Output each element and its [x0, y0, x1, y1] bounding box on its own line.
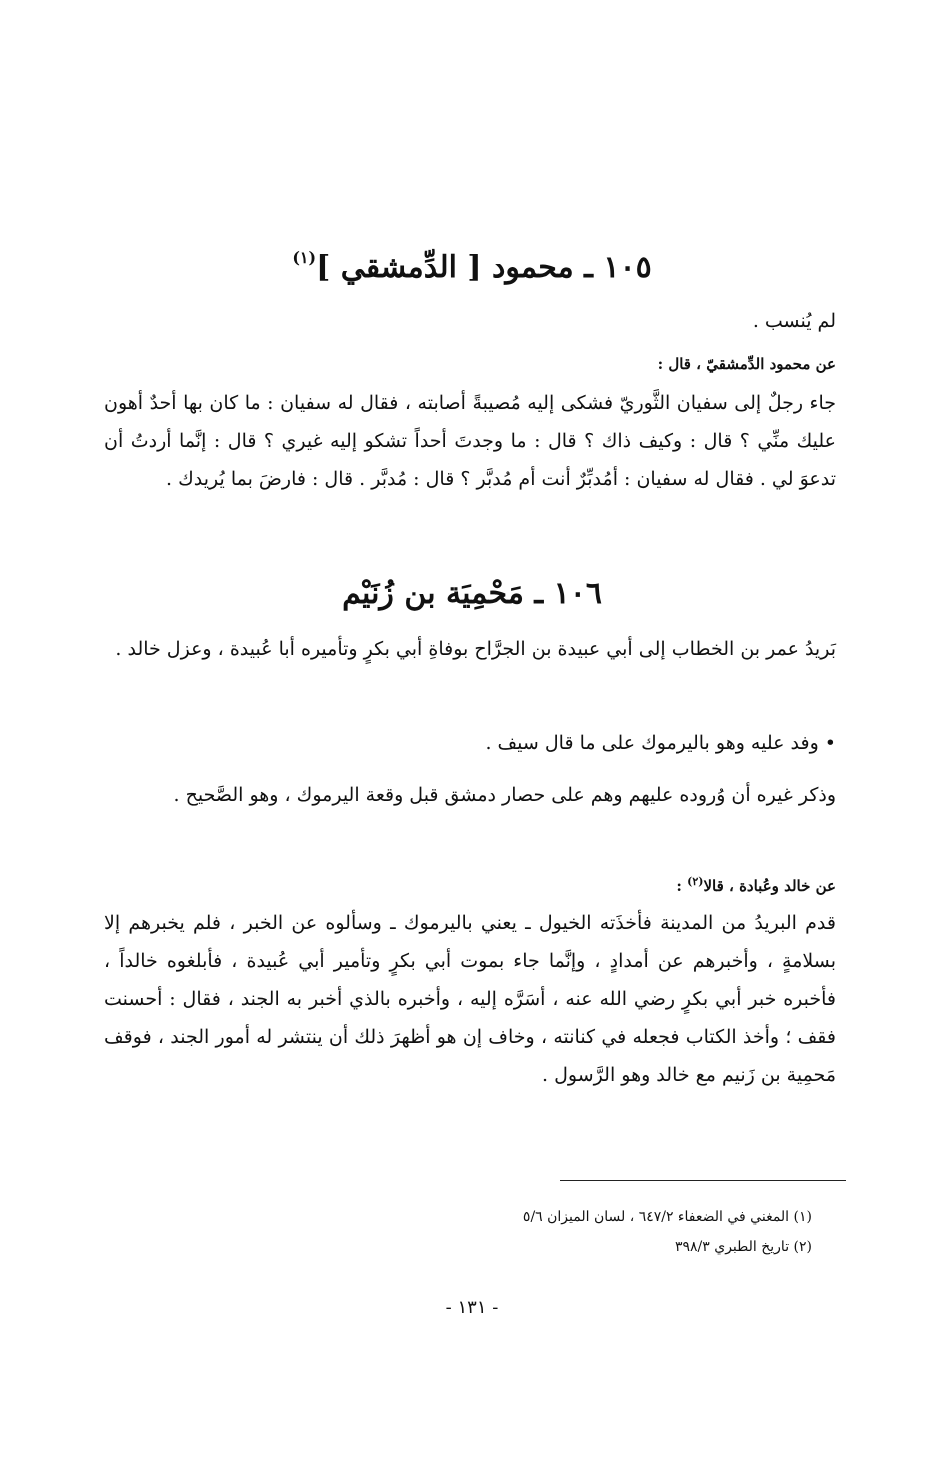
entry-106-narrator	[104, 870, 836, 898]
entry-105-lineage: لم يُنسب .	[752, 310, 836, 332]
entry-106-intro: بَريدُ عمر بن الخطاب إلى أبي عبيدة بن الجرَّاح بوفاةِ أبي بكرٍ وتأميره أبا عُبيدة ، وعزل خالد .	[115, 638, 836, 660]
entry-106-narrator-text: عن خالد وعُبادة ، قالا	[703, 877, 836, 895]
entry-106-body: قدم البريدُ من المدينة فأخذَته الخيول ـ يعني باليرموك ـ وسألوه عن الخبر ، فلم يخبرهم إلا بسلامةٍ ، وأخبرهم عن أمدادٍ ، وإنَّما جاء بموت أبي بكرٍ وتأمير أبي عُبيدة ، فأبلغوه خالداً ، فأخبره خبر أبي بكرٍ رضي الله عنه ، أسَرَّه إليه ، وأخبره بالذي أخبر به الجند ، فقال : أحسنت فقف ؛ وأخذ الكتاب فجعله في كنانته ، وخاف إن هو أظهرَ ذلك أن ينتشر له أمور الجند ، فوقف مَحمِية بن زَنيم مع خالد وهو الرَّسول .	[104, 912, 836, 1086]
footnote-ref-2: (٢)	[687, 875, 704, 888]
footnote-2: (٢) تاريخ الطبري ٣٩٨/٣	[674, 1239, 812, 1255]
entry-106-narrator-colon: :	[676, 877, 688, 895]
entry-105-narrator: عن محمود الدِّمشقيّ ، قال :	[657, 355, 836, 373]
footnote-ref-1: (١)	[292, 248, 317, 267]
entry-106-bullet-note: • وفد عليه وهو باليرموك على ما قال سيف .	[485, 732, 836, 754]
page-number: - ١٣١ -	[445, 1297, 499, 1318]
footnote-divider	[560, 1180, 846, 1181]
footnote-1: (١) المغني في الضعفاء ٦٤٧/٢ ، لسان الميزان ٥/٦	[522, 1209, 812, 1225]
entry-105-heading-text: ١٠٥ ـ محمود [ الدِّمشقي ]	[316, 250, 652, 285]
entry-105-heading	[0, 238, 944, 288]
entry-105-body: جاء رجلٌ إلى سفيان الثَّوريّ فشكى إليه مُصيبةً أصابته ، فقال له سفيان : ما كان بها أحدٌ أهون عليك منِّي ؟ قال : وكيف ذاك ؟ قال : ما وجدتَ أحداً تشكو إليه غيري ؟ قال : إنَّما أردتُ أن تدعوَ لي . فقال له سفيان : أمُدبِّرٌ أنت أم مُدبَّر ؟ قال : مُدبَّر . قال : فارضَ بما يُريدك .	[104, 392, 836, 490]
entry-106-heading: ١٠٦ ـ مَحْمِيَة بن زُنَيْم	[342, 576, 602, 611]
entry-106-note: وذكر غيره أن وُروده عليهم وهم على حصار دمشق قبل وقعة اليرموك ، وهو الصَّحيح .	[173, 784, 836, 806]
